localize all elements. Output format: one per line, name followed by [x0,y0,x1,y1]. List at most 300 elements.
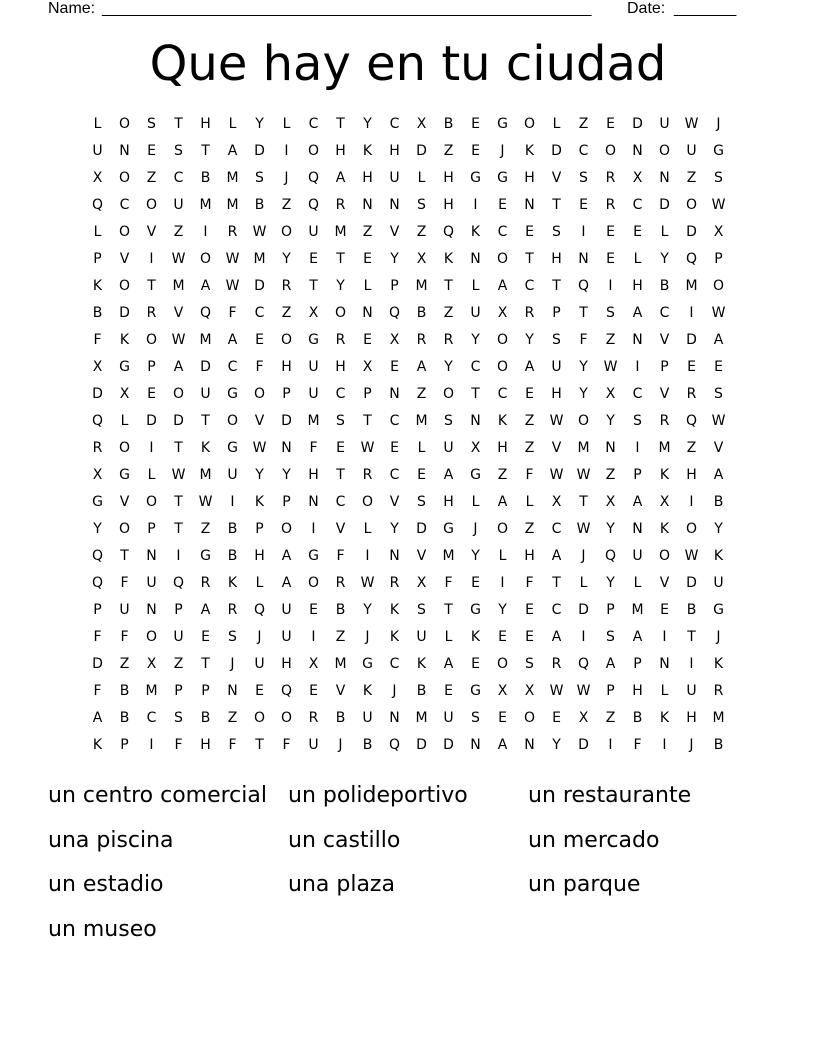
grid-cell[interactable]: O [145,629,158,645]
grid-cell[interactable]: D [416,737,427,753]
grid-cell[interactable]: H [632,683,643,699]
grid-cell[interactable]: C [227,359,238,375]
grid-cell[interactable]: S [552,332,561,348]
grid-cell[interactable]: F [633,737,642,753]
grid-cell[interactable]: X [92,170,103,186]
grid-cell[interactable]: Z [416,224,427,240]
grid-cell[interactable]: U [173,197,184,213]
grid-cell[interactable]: U [308,386,319,402]
grid-cell[interactable]: N [632,332,643,348]
grid-cell[interactable]: Y [444,359,453,375]
grid-cell[interactable]: O [685,197,698,213]
grid-cell[interactable]: R [416,332,427,348]
grid-cell[interactable]: J [230,656,235,672]
grid-cell[interactable]: W [171,332,186,348]
grid-cell[interactable]: D [551,143,562,159]
grid-cell[interactable]: K [659,710,670,726]
grid-cell[interactable]: O [334,305,347,321]
grid-cell[interactable]: C [308,116,319,132]
grid-cell[interactable]: R [659,413,670,429]
grid-cell[interactable]: A [632,305,643,321]
grid-cell[interactable]: T [579,305,588,321]
grid-cell[interactable]: Z [524,413,535,429]
grid-cell[interactable]: Z [335,629,346,645]
grid-cell[interactable]: L [660,683,669,699]
grid-cell[interactable]: W [549,467,564,483]
grid-cell[interactable]: O [118,521,131,537]
grid-cell[interactable]: I [662,737,667,753]
grid-cell[interactable]: X [632,170,643,186]
grid-cell[interactable]: D [119,305,130,321]
grid-cell[interactable]: V [389,224,400,240]
grid-cell[interactable]: I [689,656,694,672]
grid-cell[interactable]: P [282,386,291,402]
grid-cell[interactable]: Z [524,440,535,456]
grid-cell[interactable]: O [523,710,536,726]
grid-cell[interactable]: S [579,170,588,186]
grid-cell[interactable]: W [576,683,591,699]
grid-cell[interactable]: F [282,737,291,753]
grid-cell[interactable]: O [280,710,293,726]
grid-cell[interactable]: Z [416,386,427,402]
grid-cell[interactable]: K [713,656,724,672]
grid-cell[interactable]: Y [471,548,480,564]
grid-cell[interactable]: L [120,413,129,429]
grid-cell[interactable]: L [498,548,507,564]
grid-cell[interactable]: O [307,575,320,591]
grid-cell[interactable]: D [416,521,427,537]
grid-cell[interactable]: T [174,494,183,510]
grid-cell[interactable]: A [497,494,508,510]
grid-cell[interactable]: I [635,359,640,375]
grid-cell[interactable]: I [149,737,154,753]
grid-cell[interactable]: L [579,575,588,591]
grid-cell[interactable]: W [360,575,375,591]
grid-cell[interactable]: Y [606,521,615,537]
grid-cell[interactable]: X [119,386,130,402]
grid-cell[interactable]: I [230,494,235,510]
grid-cell[interactable]: S [174,710,183,726]
grid-cell[interactable]: O [118,224,131,240]
grid-cell[interactable]: A [92,710,103,726]
grid-cell[interactable]: J [392,683,397,699]
grid-cell[interactable]: E [471,143,480,159]
grid-cell[interactable]: C [254,305,265,321]
grid-cell[interactable]: F [336,548,345,564]
grid-cell[interactable]: N [119,143,130,159]
grid-cell[interactable]: K [416,656,427,672]
grid-cell[interactable]: M [253,251,266,267]
grid-cell[interactable]: R [686,386,697,402]
grid-cell[interactable]: I [149,440,154,456]
grid-cell[interactable]: T [309,278,318,294]
grid-cell[interactable]: D [200,359,211,375]
grid-cell[interactable]: O [577,413,590,429]
grid-cell[interactable]: X [605,386,616,402]
grid-cell[interactable]: B [335,710,346,726]
grid-cell[interactable]: U [308,224,319,240]
grid-cell[interactable]: Z [281,197,292,213]
grid-cell[interactable]: G [470,170,481,186]
grid-cell[interactable]: G [362,656,373,672]
grid-cell[interactable]: Z [578,116,589,132]
grid-cell[interactable]: O [496,656,509,672]
grid-cell[interactable]: H [443,197,454,213]
grid-cell[interactable]: B [686,602,697,618]
grid-cell[interactable]: U [470,305,481,321]
grid-cell[interactable]: R [443,332,454,348]
grid-cell[interactable]: L [471,278,480,294]
grid-cell[interactable]: A [416,359,427,375]
grid-cell[interactable]: U [119,602,130,618]
grid-cell[interactable]: Q [172,575,185,591]
grid-cell[interactable]: N [308,494,319,510]
grid-cell[interactable]: R [227,602,238,618]
grid-cell[interactable]: F [309,440,318,456]
grid-cell[interactable]: N [470,413,481,429]
grid-cell[interactable]: F [228,305,237,321]
grid-cell[interactable]: L [147,467,156,483]
grid-cell[interactable]: T [579,494,588,510]
grid-cell[interactable]: T [687,629,696,645]
grid-cell[interactable]: O [118,278,131,294]
grid-cell[interactable]: U [713,575,724,591]
grid-cell[interactable]: F [93,629,102,645]
grid-cell[interactable]: R [605,197,616,213]
grid-cell[interactable]: D [92,656,103,672]
grid-cell[interactable]: F [444,575,453,591]
grid-cell[interactable]: O [118,170,131,186]
grid-cell[interactable]: A [713,467,724,483]
grid-cell[interactable]: G [713,602,724,618]
grid-cell[interactable]: T [444,602,453,618]
grid-cell[interactable]: E [606,116,615,132]
grid-cell[interactable]: E [498,629,507,645]
grid-cell[interactable]: V [119,494,130,510]
grid-cell[interactable]: E [417,467,426,483]
grid-cell[interactable]: Z [200,521,211,537]
grid-cell[interactable]: Y [255,116,264,132]
grid-cell[interactable]: H [335,359,346,375]
grid-cell[interactable]: E [525,386,534,402]
grid-cell[interactable]: Q [199,305,212,321]
grid-cell[interactable]: Z [173,224,184,240]
grid-cell[interactable]: I [176,548,181,564]
grid-cell[interactable]: H [443,170,454,186]
grid-cell[interactable]: L [417,170,426,186]
grid-cell[interactable]: D [686,224,697,240]
grid-cell[interactable]: U [416,629,427,645]
grid-cell[interactable]: H [308,467,319,483]
grid-cell[interactable]: J [500,143,505,159]
grid-cell[interactable]: W [252,440,267,456]
grid-cell[interactable]: L [417,440,426,456]
grid-cell[interactable]: N [659,656,670,672]
grid-cell[interactable]: A [551,548,562,564]
grid-cell[interactable]: K [524,143,535,159]
grid-cell[interactable]: N [524,737,535,753]
grid-cell[interactable]: A [200,278,211,294]
grid-cell[interactable]: B [119,683,130,699]
grid-cell[interactable]: S [417,494,426,510]
grid-cell[interactable]: F [579,332,588,348]
grid-cell[interactable]: Y [390,251,399,267]
grid-cell[interactable]: E [444,683,453,699]
grid-cell[interactable]: O [172,386,185,402]
grid-cell[interactable]: U [200,386,211,402]
grid-cell[interactable]: N [281,440,292,456]
grid-cell[interactable]: T [174,440,183,456]
grid-cell[interactable]: H [686,467,697,483]
grid-cell[interactable]: Y [471,332,480,348]
grid-cell[interactable]: I [311,629,316,645]
grid-cell[interactable]: U [173,629,184,645]
grid-cell[interactable]: W [225,278,240,294]
grid-cell[interactable]: R [335,332,346,348]
grid-cell[interactable]: K [713,548,724,564]
grid-cell[interactable]: C [632,386,643,402]
grid-cell[interactable]: C [146,710,157,726]
grid-cell[interactable]: F [174,737,183,753]
grid-cell[interactable]: X [308,305,319,321]
grid-cell[interactable]: K [659,521,670,537]
grid-cell[interactable]: I [581,224,586,240]
grid-cell[interactable]: O [307,143,320,159]
grid-cell[interactable]: M [199,197,212,213]
grid-cell[interactable]: C [173,170,184,186]
grid-cell[interactable]: K [92,737,103,753]
grid-cell[interactable]: J [284,170,289,186]
grid-cell[interactable]: J [365,629,370,645]
grid-cell[interactable]: Y [255,467,264,483]
grid-cell[interactable]: P [174,683,183,699]
grid-cell[interactable]: L [471,494,480,510]
grid-cell[interactable]: K [119,332,130,348]
grid-cell[interactable]: H [524,170,535,186]
grid-cell[interactable]: E [525,629,534,645]
grid-cell[interactable]: L [660,224,669,240]
grid-cell[interactable]: E [336,440,345,456]
grid-cell[interactable]: Z [227,710,238,726]
grid-cell[interactable]: G [470,467,481,483]
grid-cell[interactable]: P [282,494,291,510]
grid-cell[interactable]: A [497,737,508,753]
grid-cell[interactable]: P [174,602,183,618]
grid-cell[interactable]: M [226,197,239,213]
grid-cell[interactable]: A [227,332,238,348]
grid-cell[interactable]: Y [660,251,669,267]
grid-cell[interactable]: I [311,521,316,537]
grid-cell[interactable]: Y [363,602,372,618]
grid-cell[interactable]: P [120,737,129,753]
grid-cell[interactable]: D [254,143,265,159]
grid-cell[interactable]: M [172,278,185,294]
grid-cell[interactable]: B [335,602,346,618]
grid-cell[interactable]: Q [91,413,104,429]
grid-cell[interactable]: S [471,710,480,726]
grid-cell[interactable]: X [524,683,535,699]
grid-cell[interactable]: T [444,278,453,294]
grid-cell[interactable]: V [551,170,562,186]
grid-cell[interactable]: Z [119,656,130,672]
grid-cell[interactable]: O [658,143,671,159]
grid-cell[interactable]: Z [524,521,535,537]
grid-cell[interactable]: M [442,548,455,564]
grid-cell[interactable]: E [201,629,210,645]
grid-cell[interactable]: K [362,143,373,159]
grid-cell[interactable]: W [684,116,699,132]
grid-cell[interactable]: T [552,575,561,591]
grid-cell[interactable]: Z [497,467,508,483]
grid-cell[interactable]: D [173,413,184,429]
grid-cell[interactable]: W [252,224,267,240]
grid-cell[interactable]: B [416,305,427,321]
grid-cell[interactable]: B [416,683,427,699]
grid-cell[interactable]: D [416,143,427,159]
grid-cell[interactable]: I [635,440,640,456]
grid-cell[interactable]: Z [686,440,697,456]
grid-cell[interactable]: Q [253,602,266,618]
grid-cell[interactable]: D [686,575,697,591]
grid-cell[interactable]: M [334,656,347,672]
grid-cell[interactable]: W [684,548,699,564]
grid-cell[interactable]: Y [336,278,345,294]
grid-cell[interactable]: B [713,494,724,510]
grid-cell[interactable]: V [119,251,130,267]
grid-cell[interactable]: Y [363,116,372,132]
grid-cell[interactable]: E [255,332,264,348]
grid-cell[interactable]: I [662,629,667,645]
grid-cell[interactable]: M [631,602,644,618]
grid-cell[interactable]: Y [93,521,102,537]
grid-cell[interactable]: K [227,575,238,591]
grid-cell[interactable]: C [632,197,643,213]
grid-cell[interactable]: U [362,710,373,726]
grid-cell[interactable]: O [496,359,509,375]
grid-cell[interactable]: M [685,278,698,294]
grid-cell[interactable]: P [633,656,642,672]
grid-cell[interactable]: B [92,305,103,321]
grid-cell[interactable]: X [416,116,427,132]
grid-cell[interactable]: C [497,386,508,402]
grid-cell[interactable]: E [687,359,696,375]
grid-cell[interactable]: C [389,116,400,132]
grid-cell[interactable]: W [549,683,564,699]
grid-cell[interactable]: R [308,710,319,726]
grid-cell[interactable]: G [119,467,130,483]
grid-cell[interactable]: N [146,548,157,564]
grid-cell[interactable]: S [714,170,723,186]
grid-cell[interactable]: H [335,143,346,159]
grid-cell[interactable]: C [551,602,562,618]
grid-cell[interactable]: I [203,224,208,240]
grid-cell[interactable]: C [119,197,130,213]
grid-cell[interactable]: C [524,278,535,294]
grid-cell[interactable]: O [496,521,509,537]
grid-cell[interactable]: O [253,386,266,402]
grid-cell[interactable]: T [174,116,183,132]
grid-cell[interactable]: J [716,629,721,645]
grid-cell[interactable]: M [226,170,239,186]
grid-cell[interactable]: N [362,305,373,321]
grid-cell[interactable]: Q [577,656,590,672]
grid-cell[interactable]: R [524,305,535,321]
grid-cell[interactable]: K [200,440,211,456]
grid-cell[interactable]: L [228,116,237,132]
grid-cell[interactable]: T [336,467,345,483]
grid-cell[interactable]: O [280,224,293,240]
grid-cell[interactable]: I [365,548,370,564]
grid-cell[interactable]: H [254,548,265,564]
grid-cell[interactable]: N [389,710,400,726]
grid-cell[interactable]: Y [498,602,507,618]
grid-cell[interactable]: R [200,575,211,591]
grid-cell[interactable]: B [362,737,373,753]
grid-cell[interactable]: Y [282,251,291,267]
grid-cell[interactable]: A [281,575,292,591]
grid-cell[interactable]: G [713,143,724,159]
grid-cell[interactable]: G [308,332,319,348]
grid-cell[interactable]: E [606,251,615,267]
grid-cell[interactable]: R [146,305,157,321]
grid-cell[interactable]: C [659,305,670,321]
grid-cell[interactable]: L [282,116,291,132]
grid-cell[interactable]: E [363,332,372,348]
grid-cell[interactable]: G [92,494,103,510]
grid-cell[interactable]: J [473,521,478,537]
grid-cell[interactable]: D [254,278,265,294]
grid-cell[interactable]: F [93,683,102,699]
grid-cell[interactable]: G [200,548,211,564]
grid-cell[interactable]: U [281,602,292,618]
grid-cell[interactable]: B [227,521,238,537]
grid-cell[interactable]: W [360,440,375,456]
grid-cell[interactable]: L [93,224,102,240]
grid-cell[interactable]: L [93,116,102,132]
grid-cell[interactable]: G [227,386,238,402]
grid-cell[interactable]: U [443,440,454,456]
grid-cell[interactable]: C [335,494,346,510]
grid-cell[interactable]: Q [604,548,617,564]
grid-cell[interactable]: F [525,575,534,591]
grid-cell[interactable]: L [363,521,372,537]
grid-cell[interactable]: E [147,386,156,402]
grid-cell[interactable]: P [606,602,615,618]
grid-cell[interactable]: T [363,413,372,429]
grid-cell[interactable]: I [608,737,613,753]
grid-cell[interactable]: Z [443,143,454,159]
grid-cell[interactable]: H [551,251,562,267]
grid-cell[interactable]: U [443,710,454,726]
grid-cell[interactable]: K [470,224,481,240]
grid-cell[interactable]: U [389,170,400,186]
grid-cell[interactable]: U [92,143,103,159]
grid-cell[interactable]: E [471,575,480,591]
grid-cell[interactable]: Z [686,170,697,186]
grid-cell[interactable]: U [551,359,562,375]
grid-cell[interactable]: U [308,737,319,753]
grid-cell[interactable]: S [336,413,345,429]
grid-cell[interactable]: P [255,521,264,537]
grid-cell[interactable]: B [227,548,238,564]
grid-cell[interactable]: E [363,251,372,267]
grid-cell[interactable]: V [335,521,346,537]
grid-cell[interactable]: T [201,413,210,429]
grid-cell[interactable]: X [308,656,319,672]
grid-cell[interactable]: R [335,575,346,591]
grid-cell[interactable]: M [658,440,671,456]
grid-cell[interactable]: T [525,251,534,267]
